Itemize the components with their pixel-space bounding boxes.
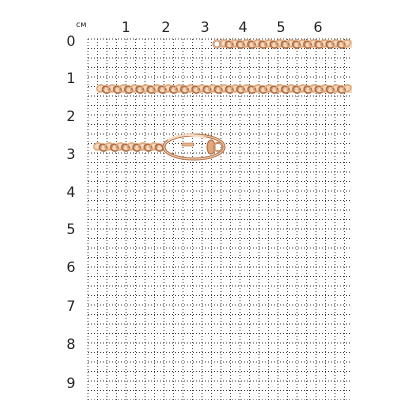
chain-links-clasp (93, 142, 166, 153)
left-label-8: 8 (66, 337, 76, 353)
top-label-2: 2 (161, 20, 171, 36)
top-label-5: 5 (276, 20, 286, 36)
left-label-5: 5 (66, 222, 76, 238)
chain-links-top (219, 39, 352, 50)
top-label-6: 6 (313, 20, 323, 36)
chain-link-highlight (158, 148, 161, 149)
unit-label: см (76, 20, 87, 29)
top-label-4: 4 (238, 20, 248, 36)
chain-link-highlight (346, 87, 349, 88)
chain-link-highlight (346, 42, 349, 43)
chain-links-middle (96, 84, 352, 95)
left-label-0: 0 (66, 34, 76, 50)
left-label-2: 2 (66, 109, 76, 125)
top-label-3: 3 (200, 20, 210, 36)
top-label-1: 1 (121, 20, 131, 36)
left-label-1: 1 (66, 71, 76, 87)
left-label-3: 3 (66, 147, 76, 163)
left-label-7: 7 (66, 299, 76, 315)
left-label-6: 6 (66, 260, 76, 276)
chain-strand-middle (96, 84, 352, 95)
chain-strand-top (213, 39, 352, 50)
left-label-4: 4 (66, 185, 76, 201)
left-label-9: 9 (66, 376, 76, 392)
